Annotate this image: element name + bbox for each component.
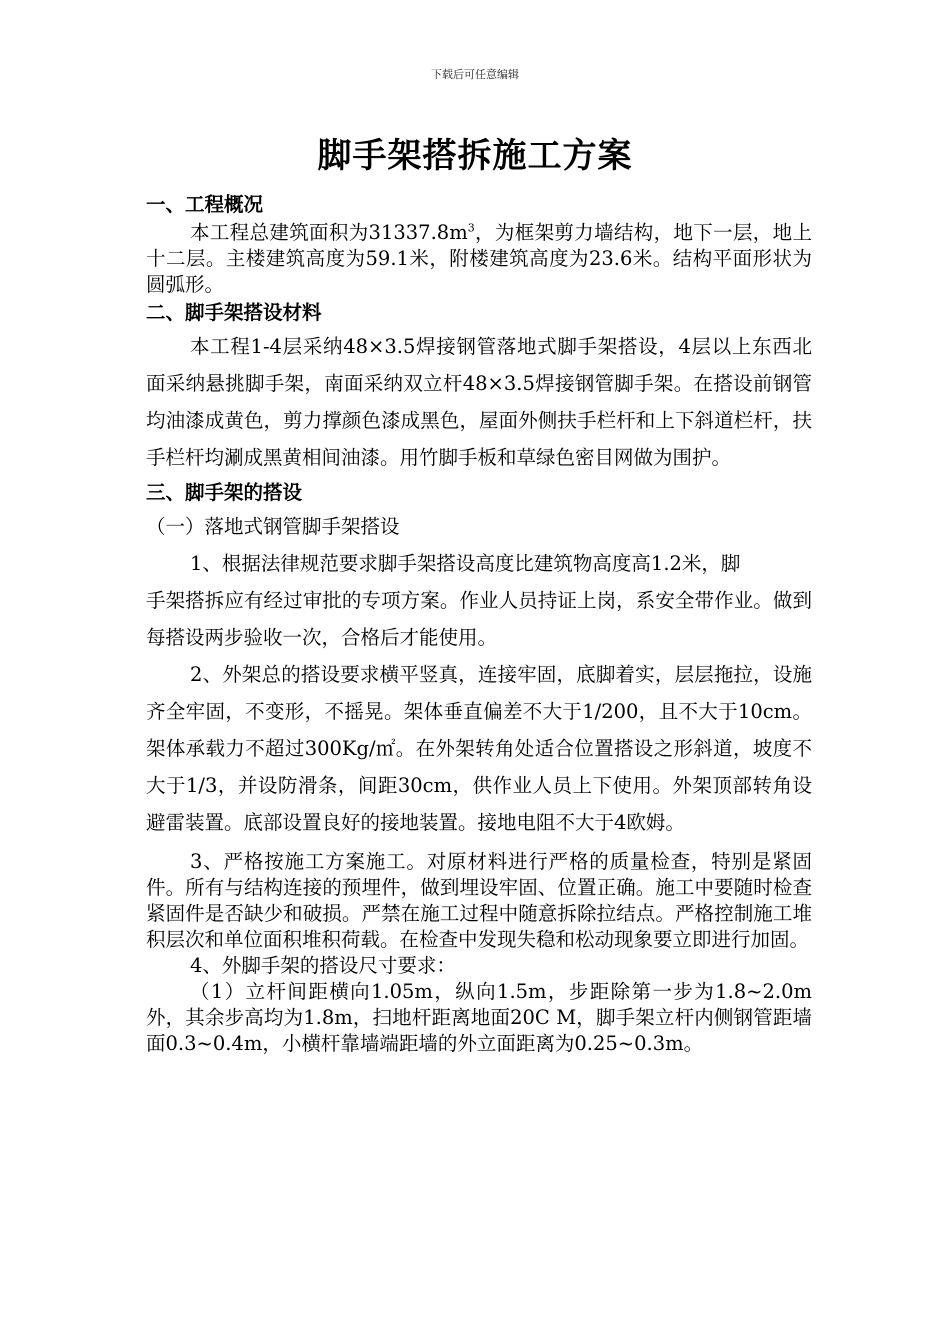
item2-paragraph: 2、外架总的搭设要求横平竖真，连接牢固，底脚着实，层层拖拉，设施齐全牢固，不变形，不摇晃。架体垂直偏差不大于1/200，且不大于10cm。架体承载力不超过300Kg/㎡。在外架转角处适合位置搭设之形斜道，坡度不大于1/3，并设防滑条，间距30cm，供作业人员上下使用。外架顶部转角设避雷装置。底部设置良好的接地装置。接地电阻不大于4欧姆。 <box>146 663 812 834</box>
section-heading-erection: 三、脚手架的搭设 <box>146 481 303 504</box>
document-title: 脚手架搭拆施工方案 <box>317 136 633 176</box>
item4-sub1-paragraph: （1）立杆间距横向1.05m，纵向1.5m，步距除第一步为1.8~2.0m外，其余步高均为1.8m，扫地杆距离地面20C M，脚手架立杆内侧钢管距墙面0.3~0.4m，小横杆靠墙端距墙的外立面距离为0.25~0.3m。 <box>146 980 812 1055</box>
overview-paragraph <box>146 220 812 298</box>
section-heading-materials: 二、脚手架搭设材料 <box>146 301 322 324</box>
item1-first-line: 1、根据法律规范要求脚手架搭设高度比建筑物高度高1.2米，脚 <box>190 552 741 575</box>
subsection-floor-scaffold: （一）落地式钢管脚手架搭设 <box>146 515 400 538</box>
document-body <box>146 190 812 1057</box>
section-heading-overview: 一、工程概况 <box>146 193 264 216</box>
overview-text-a: 本工程总建筑面积为31337.8m <box>190 221 468 244</box>
overview-text-b: ，为框架剪力墙结构，地下一层，地上十二层。主楼建筑高度为59.1米，附楼建筑高度为23.6米。结构平面形状为圆弧形。 <box>146 221 812 296</box>
item4-heading: 4、外脚手架的搭设尺寸要求： <box>190 954 456 977</box>
materials-paragraph: 本工程1-4层采纳48×3.5焊接钢管落地式脚手架搭设，4层以上东西北面采纳悬挑脚手架，南面采纳双立杆48×3.5焊接钢管脚手架。在搭设前钢管均油漆成黄色，剪力撑颜色漆成黑色，屋面外侧扶手栏杆和上下斜道栏杆，扶手栏杆均涮成黑黄相间油漆。用竹脚手板和草绿色密目网做为围护。 <box>146 335 812 469</box>
overview-superscript: 3 <box>467 221 475 235</box>
header-note: 下载后可任意编辑 <box>431 68 519 81</box>
item3-paragraph: 3、严格按施工方案施工。对原材料进行严格的质量检查，特别是紧固件。所有与结构连接的预埋件，做到埋设牢固、位置正确。施工中要随时检查紧固件是否缺少和破损。严禁在施工过程中随意拆除拉结点。严格控制施工堆积层次和单位面积堆积荷载。在检查中发现失稳和松动现象要立即进行加固。 <box>146 850 812 951</box>
item1-continuation: 手架搭拆应有经过审批的专项方案。作业人员持证上岗，系安全带作业。做到每搭设两步验收一次，合格后才能使用。 <box>146 589 812 649</box>
